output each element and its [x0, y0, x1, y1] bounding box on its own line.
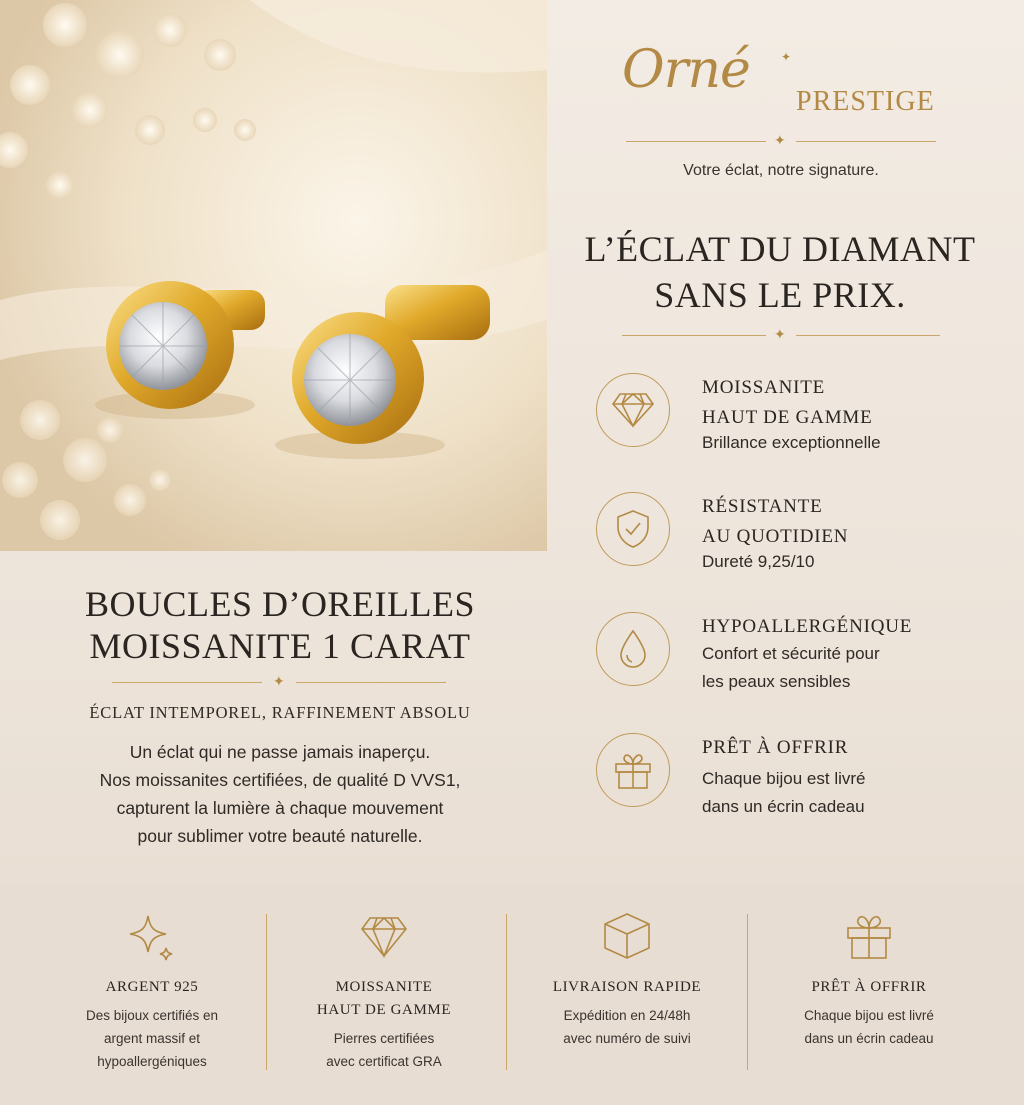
shield-check-icon: [596, 492, 670, 566]
product-photo: [0, 0, 547, 551]
feature-title-line: AU QUOTIDIEN: [702, 526, 849, 547]
product-description: [30, 738, 530, 850]
benefit-desc-line: Des bijoux certifiés en: [85, 1008, 219, 1023]
benefit-desc-line: Pierres certifiées: [333, 1031, 435, 1046]
divider: [112, 682, 262, 683]
divider: [622, 335, 766, 336]
headline: [580, 226, 980, 318]
product-title-line: MOISSANITE 1 CARAT: [89, 626, 471, 666]
feature-title: [702, 492, 1002, 552]
brand-tagline: Votre éclat, notre signature.: [683, 162, 879, 179]
benefit-desc-line: Chaque bijou est livré: [804, 1008, 934, 1023]
benefits-band: [0, 884, 1024, 1105]
feature-title-line: HAUT DE GAMME: [702, 407, 873, 428]
brand-script: Orné: [622, 40, 750, 100]
divider: [796, 335, 940, 336]
feature-desc-line: Confort et sécurité pour: [702, 644, 880, 663]
benefit-desc: [749, 1004, 989, 1050]
description-line: pour sublimer votre beauté naturelle.: [137, 826, 423, 846]
divider: [626, 141, 766, 142]
divider: [296, 682, 446, 683]
headline-line: SANS LE PRIX.: [654, 275, 906, 315]
feature-title-line: HYPOALLERGÉNIQUE: [702, 616, 913, 637]
diamond-icon: [596, 373, 670, 447]
benefit-desc-line: avec certificat GRA: [326, 1054, 442, 1069]
benefit-desc: [264, 1027, 504, 1073]
feature-title-line: RÉSISTANTE: [702, 496, 823, 517]
benefit-item: [749, 884, 989, 1105]
benefit-desc: [507, 1004, 747, 1050]
product-title-line: BOUCLES D’OREILLES: [85, 584, 475, 624]
product-title: [30, 583, 530, 667]
benefit-title: LIVRAISON RAPIDE: [552, 979, 702, 995]
benefit-item: [32, 884, 272, 1105]
feature-title-line: MOISSANITE: [702, 377, 826, 398]
benefit-title: PRÊT À OFFRIR: [811, 979, 927, 995]
diamond-ornament-icon: ✦: [273, 674, 285, 690]
feature-desc-line: dans un écrin cadeau: [702, 797, 865, 816]
drop-icon: [596, 612, 670, 686]
description-line: Nos moissanites certifiées, de qualité D VVS1,: [99, 770, 461, 790]
feature-desc: Dureté 9,25/10: [702, 552, 815, 571]
star-icon: ✦: [781, 50, 792, 64]
benefit-desc-line: Expédition en 24/48h: [563, 1008, 691, 1023]
benefit-item: [264, 884, 504, 1105]
product-subtitle: ÉCLAT INTEMPOREL, RAFFINEMENT ABSOLU: [89, 703, 471, 722]
divider: [796, 141, 936, 142]
feature-desc: Brillance exceptionnelle: [702, 433, 881, 452]
gift-icon: [843, 910, 895, 962]
benefit-desc: [32, 1004, 272, 1073]
benefit-title-line: MOISSANITE: [335, 979, 433, 995]
feature-title: [702, 373, 1002, 433]
benefit-desc-line: dans un écrin cadeau: [804, 1031, 934, 1046]
headline-line: L’ÉCLAT DU DIAMANT: [584, 229, 976, 269]
sparkle-icon: [126, 910, 178, 962]
feature-desc: [702, 640, 1002, 696]
gift-icon: [596, 733, 670, 807]
benefit-desc-line: hypoallergéniques: [97, 1054, 207, 1069]
brand-logo: [600, 30, 960, 150]
feature-title: [702, 612, 1002, 642]
benefit-item: [507, 884, 747, 1105]
diamond-ornament-icon: ✦: [774, 327, 786, 343]
diamond-ornament-icon: ✦: [774, 133, 786, 149]
feature-title: [702, 733, 1002, 763]
feature-desc: [702, 765, 1002, 821]
feature-title-line: PRÊT À OFFRIR: [702, 737, 849, 758]
diamond-icon: [358, 910, 410, 962]
column-separator: [747, 914, 748, 1070]
benefit-desc-line: avec numéro de suivi: [563, 1031, 691, 1046]
description-line: Un éclat qui ne passe jamais inaperçu.: [129, 742, 431, 762]
benefit-desc-line: argent massif et: [103, 1031, 201, 1046]
description-line: capturent la lumière à chaque mouvement: [116, 798, 444, 818]
earrings-illustration: [0, 0, 547, 551]
feature-desc-line: Chaque bijou est livré: [702, 769, 866, 788]
brand-word: PRESTIGE: [796, 86, 935, 117]
benefit-title: [264, 976, 504, 1022]
benefit-title-line: HAUT DE GAMME: [316, 1002, 452, 1018]
benefit-title: ARGENT 925: [105, 979, 199, 995]
box-icon: [601, 910, 653, 962]
feature-desc-line: les peaux sensibles: [702, 672, 851, 691]
